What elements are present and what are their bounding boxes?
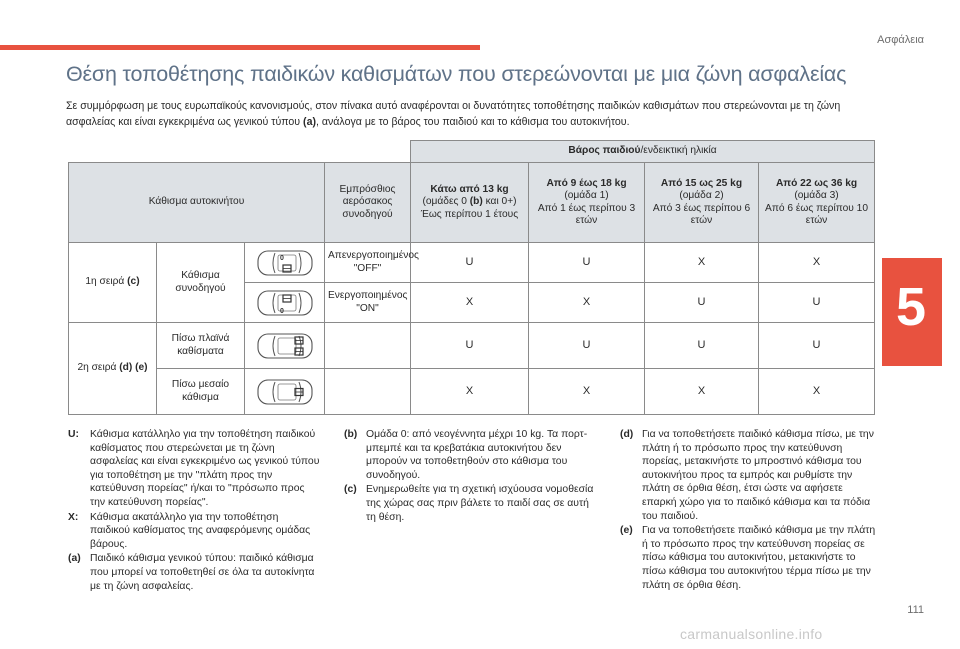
watermark: carmanualsonline.info (680, 626, 823, 642)
notes-right (620, 428, 876, 593)
intro-paragraph (66, 99, 872, 130)
cell-r2a-g0: U (411, 323, 529, 369)
cell-r1b-g3: U (759, 283, 875, 323)
note-item: (d) Για να τοποθετήσετε παιδικό κάθισμα πίσω, με την πλάτη ή το πρόσωπο προς την κατεύθυνση πορείας, μετακινήστε το μπροστινό κάθισμα του αυτοκινήτου προς τα εμπρός και ρυθμίστε την πλάτη σε όρθια θέση, έτσι ώστε να αφήσετε επαρκή χώρο για το παιδικό κάθισμα και τα πόδια του παιδιού. (620, 429, 874, 522)
chapter-number: 5 (896, 277, 927, 337)
group-2-header: Από 15 ως 25 kg (ομάδα 2) Από 3 έως περίπου 6 ετών (645, 163, 759, 243)
airbag-off-label: Απενεργοποιημένος "OFF" (325, 243, 411, 283)
cell-r1b-g0: X (411, 283, 529, 323)
rear-outer-seats-label: Πίσω πλαϊνά καθίσματα (157, 323, 245, 369)
group-0-header: Κάτω από 13 kg (ομάδες 0 (b) και 0+) Έως περίπου 1 έτους (411, 163, 529, 243)
accent-bar (0, 45, 480, 50)
chapter-tab (882, 258, 942, 366)
note-item: (a) Παιδικό κάθισμα γενικού τύπου: παιδικό κάθισμα που μπορεί να τοποθετηθεί σε όλα τα αυτοκίνητα με τη ζώνη ασφαλείας. (68, 553, 315, 592)
cell-r2b-g3: X (759, 369, 875, 415)
cell-r1b-g1: X (529, 283, 645, 323)
group-3-header: Από 22 ως 36 kg (ομάδα 3) Από 6 έως περίπου 10 ετών (759, 163, 875, 243)
row-1-label: 1η σειρά (c) (69, 243, 157, 323)
table-row (69, 243, 875, 283)
table-row (69, 369, 875, 415)
seat-column-header: Κάθισμα αυτοκινήτου (69, 163, 325, 243)
rear-center-seat-label: Πίσω μεσαίο κάθισμα (157, 369, 245, 415)
page-title: Θέση τοποθέτησης παιδικών καθισμάτων που στερεώνονται με μια ζώνη ασφαλείας (66, 62, 847, 86)
cell-r1a-g1: U (529, 243, 645, 283)
airbag-on-label: Ενεργοποιημένος "ON" (325, 283, 411, 323)
row-2-label: 2η σειρά (d) (e) (69, 323, 157, 415)
section-name: Ασφάλεια (877, 34, 924, 46)
front-passenger-seat-label: Κάθισμα συνοδηγού (157, 243, 245, 323)
intro-ref-a: (a) (303, 115, 316, 128)
svg-text:0: 0 (279, 254, 284, 262)
intro-text: Σε συμμόρφωση με τους ευρωπαϊκούς κανονισμούς, στον πίνακα αυτό αναφέρονται οι δυνατότητες τοποθέτησης παιδικών καθισμάτων που στερεώνονται με τη ζώνη ασφαλείας και είναι εγκεκριμένα ως γενικού τύπου (a), ανάλογα με το βάρος του παιδιού και το κάθισμα του αυτοκινήτου. (66, 100, 841, 128)
weight-header: Βάρος παιδιού/ενδεικτική ηλικία (411, 141, 875, 163)
page-number: 111 (907, 604, 924, 616)
cell-r2a-g1: U (529, 323, 645, 369)
note-item: X: Κάθισμα ακατάλληλο για την τοποθέτηση παιδικού καθίσματος της αναφερόμενης ομάδας βάρους. (68, 511, 311, 550)
car-passenger-on-icon (245, 283, 325, 323)
cell-r1a-g0: U (411, 243, 529, 283)
airbag-column-header: Εμπρόσθιος αερόσακος συνοδηγού (325, 163, 411, 243)
car-passenger-off-icon (245, 243, 325, 283)
cell-r1a-g3: X (759, 243, 875, 283)
note-item: (e) Για να τοποθετήσετε παιδικό κάθισμα με την πλάτη ή το πρόσωπο προς την κατεύθυνση πορείας σε πίσω κάθισμα του αυτοκινήτου, μετακινήστε το πίσω κάθισμα του αυτοκινήτου τέρμα πίσω με την πλάτη σε όρθια θέση. (620, 525, 876, 591)
notes-middle (344, 428, 600, 525)
car-rear-center-icon (245, 369, 325, 415)
note-item: U: Κάθισμα κατάλληλο για την τοποθέτηση παιδικού καθίσματος που στερεώνεται με τη ζώνη ασφαλείας και είναι εγκεκριμένο ως γενικού τύπου για τοποθέτηση με την "πλάτη προς την κατεύθυνση πορείας" ή/και το "πρόσωπο προς την κατεύθυνση πορείας". (68, 429, 320, 508)
cell-r2b-g1: X (529, 369, 645, 415)
group-1-header: Από 9 έως 18 kg (ομάδα 1) Από 1 έως περίπου 3 ετών (529, 163, 645, 243)
cell-r1a-g2: X (645, 243, 759, 283)
car-rear-outer-icon (245, 323, 325, 369)
note-item: (c) Ενημερωθείτε για τη σχετική ισχύουσα νομοθεσία της χώρας σας πριν βάλετε το παιδί σας σε αυτή τη θέση. (344, 484, 594, 523)
cell-r2a-g2: U (645, 323, 759, 369)
notes-left (68, 428, 320, 594)
cell-r2b-g2: X (645, 369, 759, 415)
cell-r2a-g3: U (759, 323, 875, 369)
table-row (69, 323, 875, 369)
note-item: (b) Ομάδα 0: από νεογέννητα μέχρι 10 kg. Τα πορτ-μπεμπέ και τα κρεβατάκια αυτοκινήτου δεν μπορούν να τοποθετηθούν στο κάθισμα του συνοδηγού. (344, 429, 588, 481)
cell-r1b-g2: U (645, 283, 759, 323)
compatibility-table (68, 140, 875, 415)
cell-r2b-g0: X (411, 369, 529, 415)
svg-text:0: 0 (279, 307, 284, 315)
